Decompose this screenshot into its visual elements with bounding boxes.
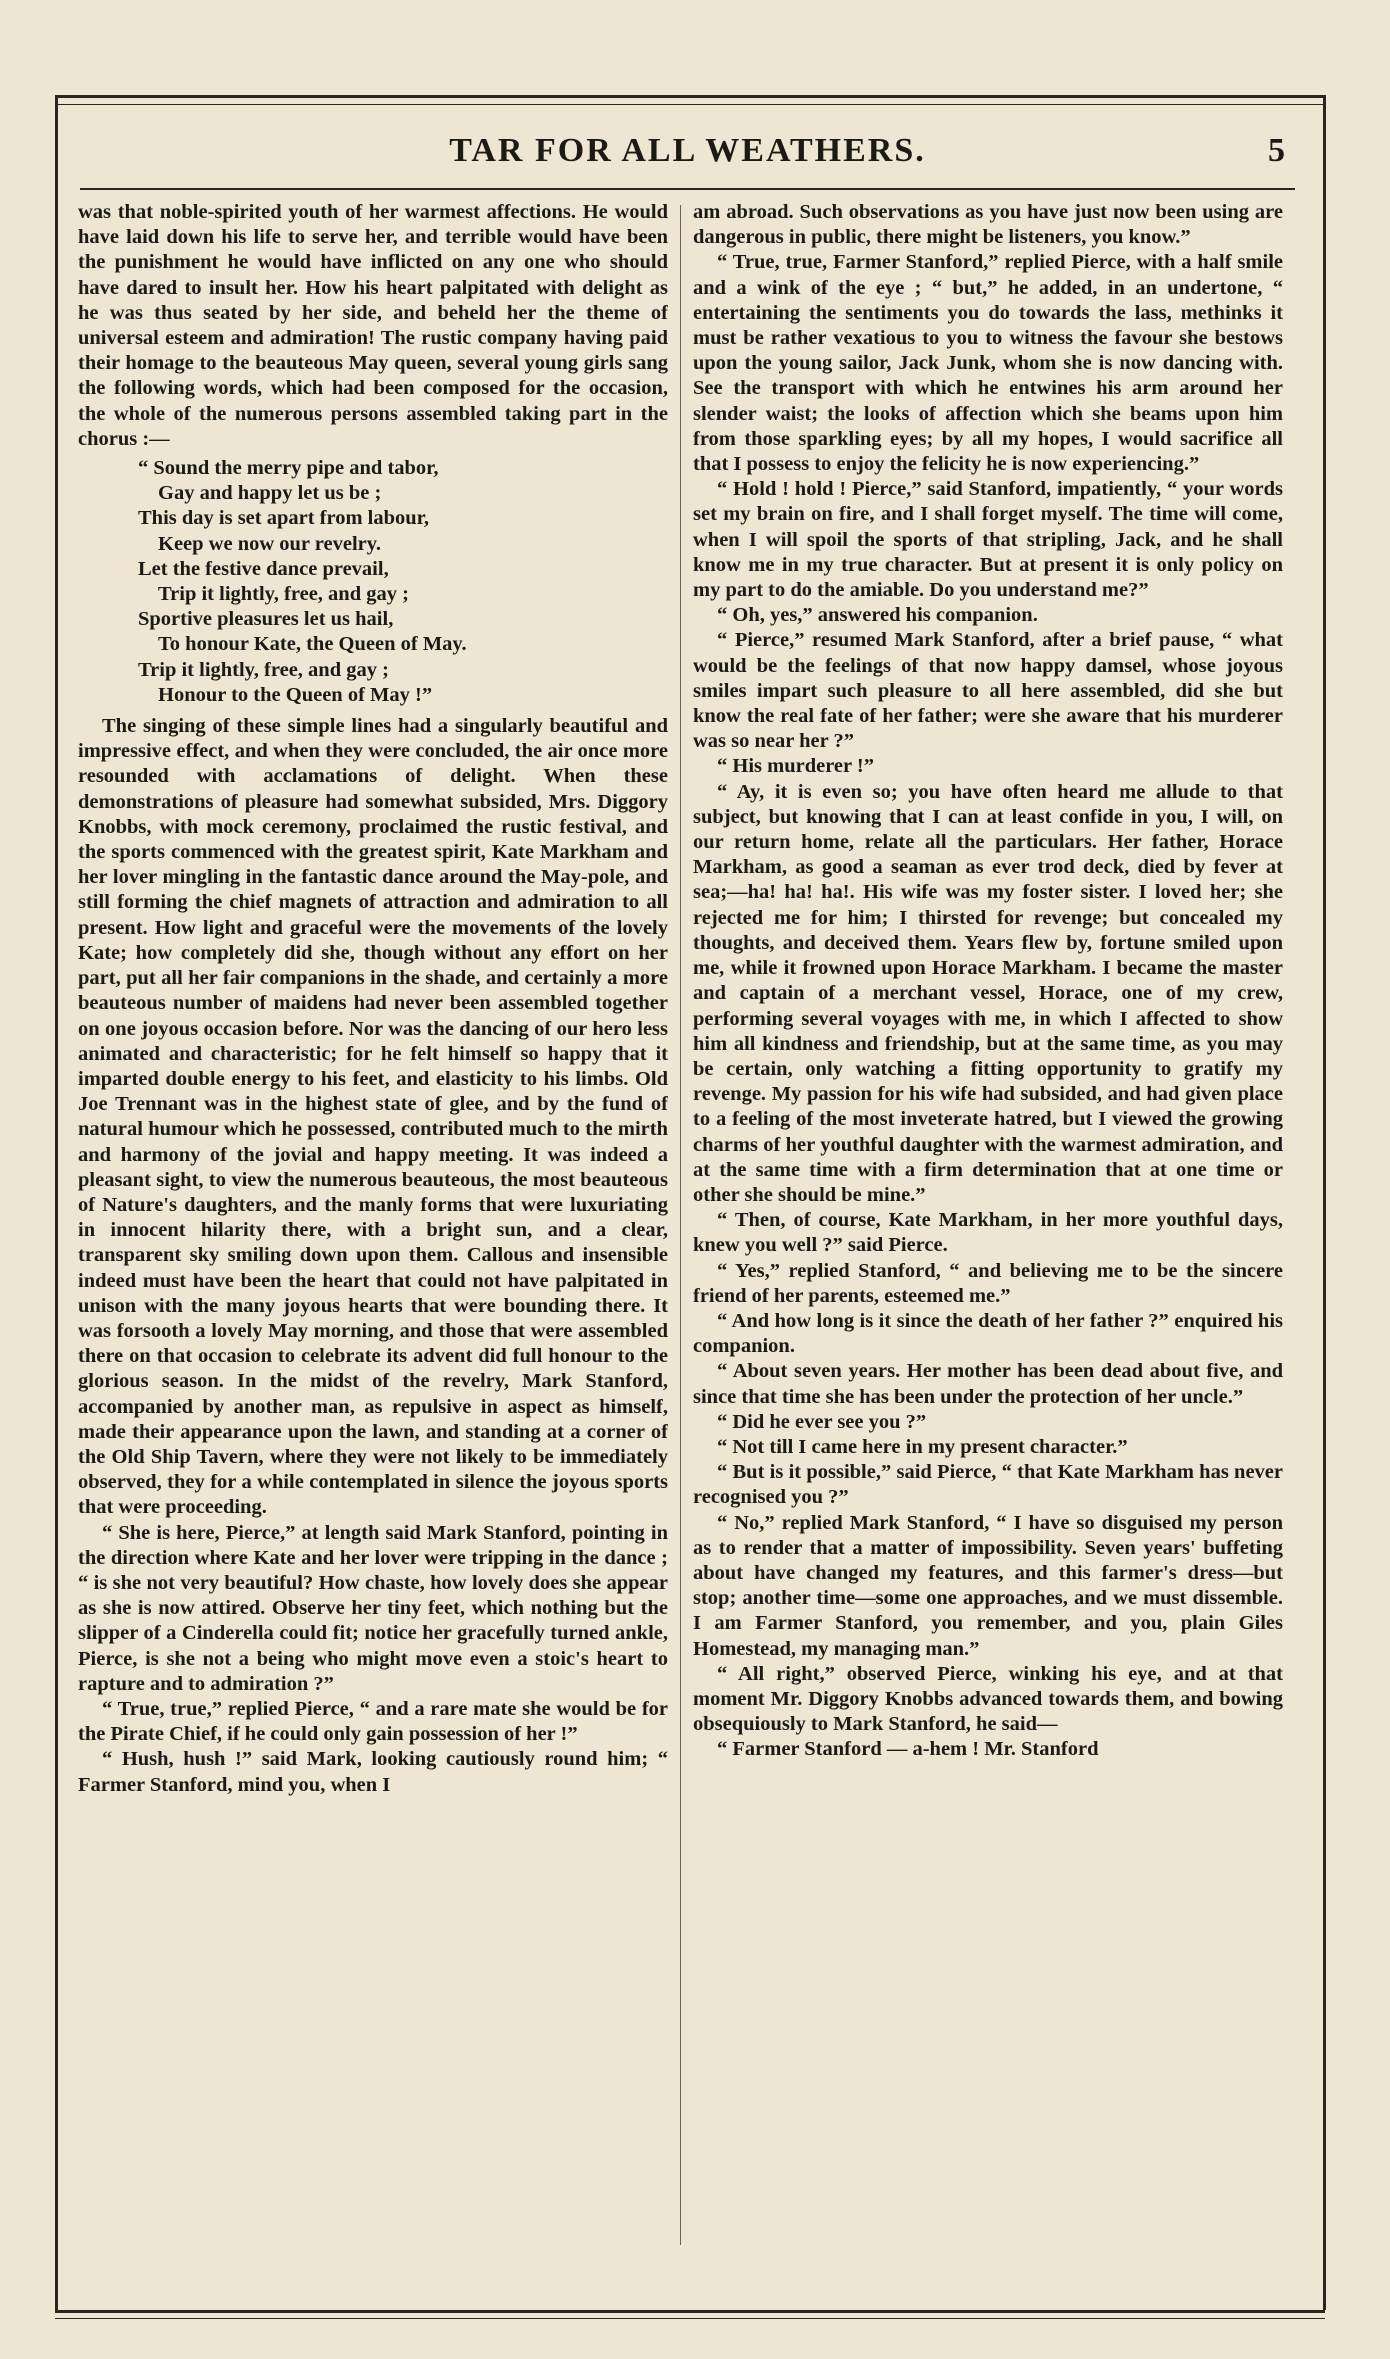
paragraph: “ No,” replied Mark Stanford, “ I have so disguised my person as to render that a matter of impossibility. Seven years' buffeting about have changed my features, and this farmer's dress—but stop; another time—some one approaches, and we must dissemble. I am Farmer Stanford, you remember, and you, plain Giles Homestead, my managing man.” — [693, 1511, 1283, 1660]
header-rule — [80, 188, 1295, 190]
paragraph: “ Did he ever see you ?” — [717, 1410, 927, 1433]
right-column — [693, 200, 1283, 2250]
verse-line: Trip it lightly, free, and gay ; — [158, 583, 409, 606]
paragraph: “ She is here, Pierce,” at length said Mark Stanford, pointing in the direction where Kate and her lover were tripping in the dance ; “ is she not very beautiful? How chaste, how lovely does she appear as she is now attired. Observe her tiny feet, which nothing but the slipper of a Cinderella could fit; notice her gracefully turned ankle, Pierce, is she not a being who might move even a stoic's heart to rapture and to admiration ?” — [78, 1521, 668, 1695]
paragraph: “ Ay, it is even so; you have often heard me allude to that subject, but knowing that I can at least confide in you, I will, on our return home, relate all the particulars. Her father, Horace Markham, as good a seaman as ever trod deck, died by fever at sea;—ha! ha! ha!. His wife was my foster sister. I loved her; she rejected me for him; I thirsted for revenge; but concealed my thoughts, and deceived them. Years flew by, fortune smiled upon me, while it frowned upon Horace Markham. I became the master and captain of a merchant vessel, Horace, one of my crew, performing several voyages with me, in which I affected to show him all kindness and friendship, but at the same time, as you may be certain, only watching a fitting opportunity to gratify my revenge. My passion for his wife had subsided, and had given place to a feeling of the most inveterate hatred, but I viewed the growing charms of her youthful daughter with the warmest admiration, and at the same time with a firm determination that at one time or other she should be mine.” — [693, 780, 1283, 1206]
page-number: 5 — [1268, 132, 1285, 169]
verse-line: This day is set apart from labour, — [138, 507, 430, 530]
column-divider — [680, 205, 681, 2245]
verse-line: Sportive pleasures let us hail, — [138, 608, 394, 631]
left-column — [78, 200, 668, 2250]
paragraph: “ Hold ! hold ! Pierce,” said Stanford, impatiently, “ your words set my brain on fire, and I shall forget myself. The time will come, when I will spoil the sports of that stripling, Jack, and he shall know me in my true character. But at present it is only policy on my part to do the amiable. Do you understand me?” — [693, 478, 1283, 602]
paragraph: “ True, true,” replied Pierce, “ and a rare mate she would be for the Pirate Chief, if he could only gain possession of her !” — [78, 1697, 668, 1746]
verse-line: To honour Kate, the Queen of May. — [158, 633, 467, 656]
paragraph: “ Hush, hush !” said Mark, looking cautiously round him; “ Farmer Stanford, mind you, when I — [78, 1748, 668, 1796]
verse-line: Keep we now our revelry. — [158, 532, 381, 555]
paragraph: “ But is it possible,” said Pierce, “ that Kate Markham has never recognised you ?” — [693, 1461, 1283, 1509]
bottom-rule-thin — [55, 2318, 1325, 2319]
paragraph: am abroad. Such observations as you have just now been using are dangerous in public, there might be listeners, you know.” — [693, 201, 1283, 249]
verse-line: Honour to the Queen of May !” — [158, 683, 433, 706]
verse-line: Trip it lightly, free, and gay ; — [138, 658, 389, 681]
page-header — [80, 132, 1295, 176]
paragraph: was that noble-spirited youth of her warmest affections. He would have laid down his life to serve her, and terrible would have been the punishment he would have inflicted on any one who should have dared to insult her. How his heart palpitated with delight as he was thus seated by her side, and beheld her the theme of universal esteem and admiration! The rustic company having paid their homage to the beauteous May queen, several young girls sang the following words, which had been composed for the occasion, the whole of the numerous persons assembled taking part in the chorus :— — [78, 201, 668, 450]
verse-line: “ Sound the merry pipe and tabor, — [138, 457, 439, 480]
paragraph: “ Not till I came here in my present character.” — [717, 1435, 1128, 1458]
running-title: TAR FOR ALL WEATHERS. — [449, 132, 926, 169]
paragraph: “ True, true, Farmer Stanford,” replied Pierce, with a half smile and a wink of the eye ; “ but,” he added, in an undertone, “ entertaining the sentiments you do towards the lass, methinks it must be rather vexatious to you to witness the favour she bestows upon the young sailor, Jack Junk, whom she is now dancing with. See the transport with which he entwines his arm around her slender waist; the looks of affection which she beams upon him from those sparkling eyes; by all my hopes, I would sacrifice all that I possess to enjoy the felicity he is now experiencing.” — [693, 251, 1283, 476]
paragraph: “ Then, of course, Kate Markham, in her more youthful days, knew you well ?” said Pierce. — [693, 1209, 1283, 1257]
verse-line: Gay and happy let us be ; — [158, 482, 382, 505]
paragraph: “ And how long is it since the death of her father ?” enquired his companion. — [693, 1309, 1283, 1358]
paragraph: “ Yes,” replied Stanford, “ and believing me to be the sincere friend of her parents, esteemed me.” — [693, 1259, 1283, 1307]
paragraph: “ Pierce,” resumed Mark Stanford, after a brief pause, “ what would be the feelings of that now happy damsel, whose joyous smiles impart such pleasure to all here assembled, did she but know the real fate of her father; were she aware that his murderer was so near her ?” — [693, 629, 1283, 753]
paragraph: “ His murderer !” — [717, 755, 874, 778]
paragraph: “ Farmer Stanford — a-hem ! Mr. Stanford — [717, 1738, 1099, 1761]
song-verse — [78, 456, 668, 708]
top-rule — [55, 95, 1325, 98]
paragraph: “ Oh, yes,” answered his companion. — [717, 604, 1038, 627]
paragraph: “ All right,” observed Pierce, winking his eye, and at that moment Mr. Diggory Knobbs advanced towards them, and bowing obsequiously to Mark Stanford, he said— — [693, 1662, 1283, 1736]
top-rule-thin — [55, 104, 1325, 105]
paragraph: “ About seven years. Her mother has been dead about five, and since that time she has been under the protection of her uncle.” — [693, 1360, 1283, 1408]
verse-line: Let the festive dance prevail, — [138, 557, 389, 580]
bottom-rule — [55, 2310, 1325, 2313]
paragraph: The singing of these simple lines had a singularly beautiful and impressive effect, and when they were concluded, the air once more resounded with acclamations of delight. When these demonstrations of pleasure had somewhat subsided, Mrs. Diggory Knobbs, with mock ceremony, proclaimed the rustic festival, and the sports commenced with the greatest spirit, Kate Markham and her lover mingling in the fantastic dance around the May-pole, and still forming the chief magnets of attraction and admiration to all present. How light and graceful were the movements of the lovely Kate; how completely did she, though without any effort on her part, put all her fair companions in the shade, and certainly a more beauteous number of maidens had never been assembled together on one joyous occasion before. Nor was the dancing of our hero less animated and characteristic; for he felt himself so happy that it imparted double energy to his feet, and elasticity to his limbs. Old Joe Trennant was in the highest state of glee, and by the fund of natural humour which he possessed, contributed much to the mirth and harmony of the jovial and happy meeting. It was indeed a pleasant sight, to view the numerous beauteous, the most beauteous of Nature's daughters, and the manly forms that were luxuriating in innocent hilarity there, with a bright sun, and a clear, transparent sky smiling down upon them. Callous and insensible indeed must have been the heart that could not have palpitated in unison with the many joyous hearts that were bounding there. It was forsooth a lovely May morning, and those that were assembled there on that occasion to celebrate its advent did full honour to the glorious season. In the midst of the revelry, Mark Stanford, accompanied by another man, as repulsive in aspect as himself, made their appearance upon the lawn, and standing at a corner of the Old Ship Tavern, where they were not likely to be immediately observed, they for a while contemplated in silence the joyous sports that were proceeding. — [78, 715, 668, 1519]
